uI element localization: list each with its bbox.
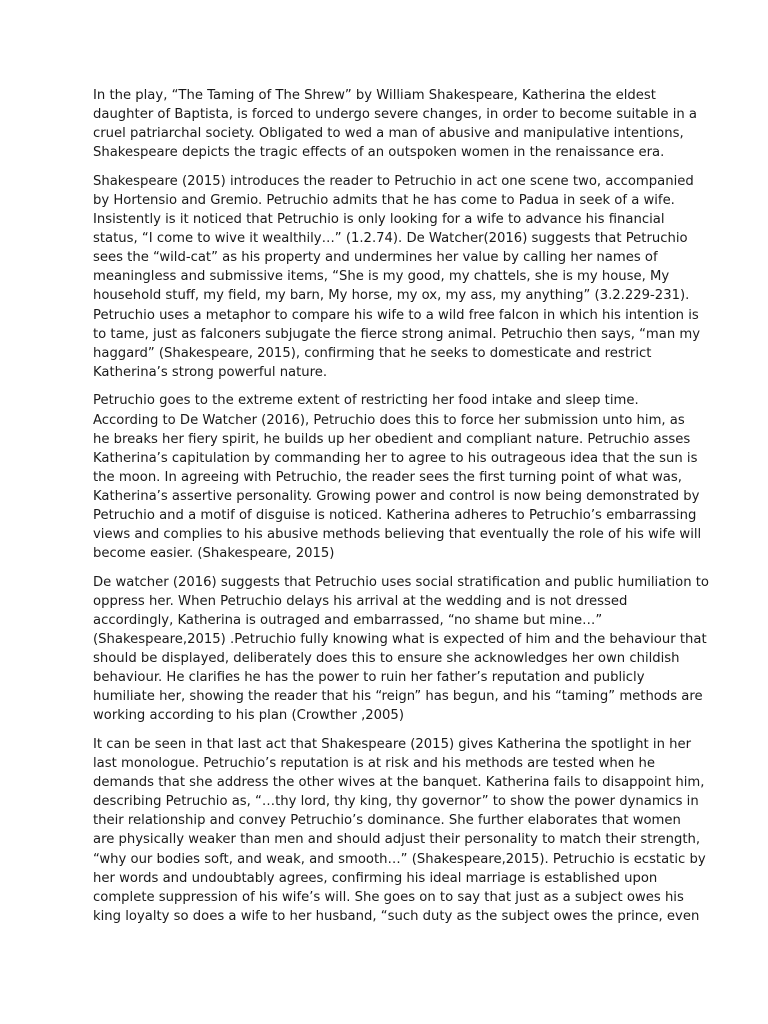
text-line: It can be seen in that last act that Shakespeare (2015) gives Katherina the spotlight in her (93, 737, 692, 752)
text-line: meaningless and submissive items, “She is my good, my chattels, she is my house, My (93, 269, 670, 285)
text-line: household stuff, my field, my barn, My horse, my ox, my ass, my anything” (3.2.229-231). (93, 288, 690, 304)
text-line: (Shakespeare,2015) .Petruchio fully knowing what is expected of him and the behaviour that (93, 632, 707, 648)
paragraph-final-act (93, 735, 706, 926)
text-line: sees the “wild-cat” as his property and undermines her value by calling her names of (93, 250, 658, 266)
paragraph-petruchio-intro (93, 172, 701, 382)
paragraph-humiliation (93, 573, 709, 726)
text-line: working according to his plan (Crowther ,2005) (93, 708, 404, 724)
text-line: humiliate her, showing the reader that his “reign” has begun, and his “taming” methods are (93, 689, 703, 705)
text-line: oppress her. When Petruchio delays his arrival at the wedding and is not dressed (93, 593, 628, 609)
paragraph-intro (93, 86, 697, 162)
text-line: by Hortensio and Gremio. Petruchio admits that he has come to Padua in seek of a wife. (93, 192, 675, 208)
document-page (93, 86, 709, 935)
text-line: Shakespeare (2015) introduces the reader to Petruchio in act one scene two, accompanied (93, 173, 694, 189)
text-line: to tame, just as falconers subjugate the fierce strong animal. Petruchio then says, “man my (93, 326, 701, 342)
text-line: In the play, “The Taming of The Shrew” by William Shakespeare, Katherina the eldest (93, 88, 656, 103)
text-line: haggard” (Shakespeare, 2015), confirming that he seeks to domesticate and restrict (93, 345, 652, 361)
text-line: accordingly, Katherina is outraged and embarrassed, “no shame but mine…” (93, 612, 603, 628)
text-line: are physically weaker than men and should adjust their personality to match their strength, (93, 832, 701, 848)
text-line: he breaks her fiery spirit, he builds up her obedient and compliant nature. Petruchio asses (93, 431, 691, 447)
text-line: describing Petruchio as, “…thy lord, thy king, thy governor” to show the power dynamics in (93, 794, 699, 810)
text-line: the moon. In agreeing with Petruchio, the reader sees the first turning point of what was, (93, 469, 682, 485)
text-line: her words and undoubtably agrees, confirming his ideal marriage is established upon (93, 870, 658, 886)
paragraph-restriction (93, 391, 702, 563)
text-line: their relationship and convey Petruchio’s dominance. She further elaborates that women (93, 813, 681, 829)
text-line: Katherina’s strong powerful nature. (93, 364, 328, 380)
text-line: Katherina’s capitulation by commanding her to agree to his outrageous idea that the sun is (93, 450, 698, 466)
text-line: De watcher (2016) suggests that Petruchio uses social stratification and public humiliation to (93, 574, 709, 590)
text-line: According to De Watcher (2016), Petruchio does this to force her submission unto him, as (93, 412, 685, 428)
text-line: demands that she address the other wives at the banquet. Katherina fails to disappoint him, (93, 775, 705, 791)
text-line: Shakespeare depicts the tragic effects of an outspoken women in the renaissance era. (93, 145, 665, 161)
text-line: daughter of Baptista, is forced to undergo severe changes, in order to become suitable in a (93, 107, 697, 123)
text-line: status, “I come to wive it wealthily…” (1.2.74). De Watcher(2016) suggests that Petruchio (93, 231, 688, 247)
text-line: behaviour. He clarifies he has the power to ruin her father’s reputation and publicly (93, 670, 645, 686)
text-line: Katherina’s assertive personality. Growing power and control is now being demonstrated by (93, 488, 700, 504)
text-line: last monologue. Petruchio’s reputation is at risk and his methods are tested when he (93, 756, 655, 772)
text-line: Insistently is it noticed that Petruchio is only looking for a wife to advance his financial (93, 212, 665, 228)
text-line: become easier. (Shakespeare, 2015) (93, 546, 335, 562)
text-line: Petruchio uses a metaphor to compare his wife to a wild free falcon in which his intention is (93, 307, 699, 323)
text-line: views and complies to his abusive methods believing that eventually the role of his wife will (93, 527, 702, 543)
text-line: should be displayed, deliberately does this to ensure she acknowledges her own childish (93, 651, 680, 667)
text-line: king loyalty so does a wife to her husband, “such duty as the subject owes the prince, even (93, 908, 700, 924)
text-line: “why our bodies soft, and weak, and smooth…” (Shakespeare,2015). Petruchio is ecstatic by (93, 851, 706, 867)
text-line: Petruchio and a motif of disguise is noticed. Katherina adheres to Petruchio’s embarrassing (93, 507, 697, 523)
text-line: cruel patriarchal society. Obligated to wed a man of abusive and manipulative intentions, (93, 126, 684, 142)
text-line: Petruchio goes to the extreme extent of restricting her food intake and sleep time. (93, 393, 639, 409)
text-line: complete suppression of his wife’s will. She goes on to say that just as a subject owes his (93, 889, 684, 905)
